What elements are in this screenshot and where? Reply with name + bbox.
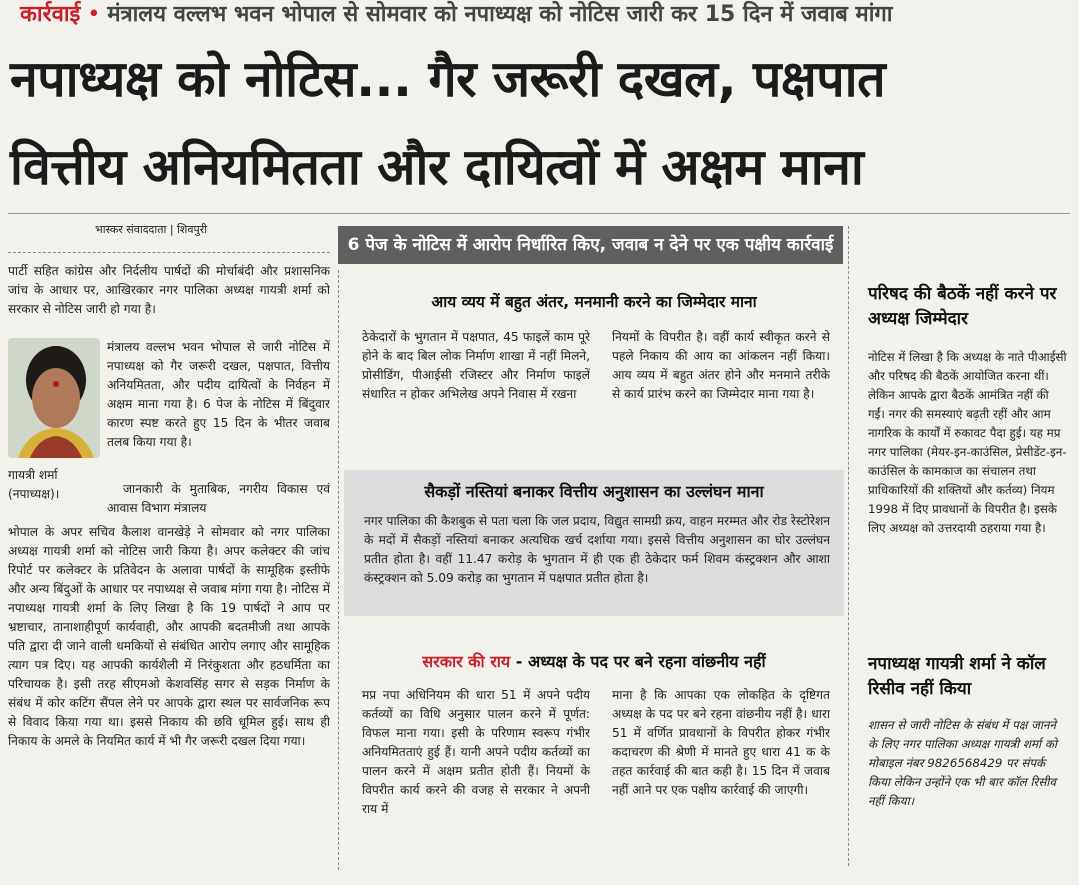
intro-paragraph: पार्टी सहित कांग्रेस और निर्दलीय पार्षदों की मोर्चाबंदी और प्रशासनिक जांच के आधार पर, आखिरकार नगर पालिका अध्यक्ष गायत्री शर्मा को सरकार से नोटिस जारी हो गया है। bbox=[8, 264, 330, 316]
side-body-1: नोटिस में लिखा है कि अध्यक्ष के नाते पीआईसी और परिषद की बैठकें आयोजित करना थीं। लेकिन आपके द्वारा बैठकें आमंत्रित नहीं की गईं। नगर की समस्याएं बढ़ती रहीं और आम नागरिक के कार्यों में रुकावट पैदा हुई। यह मप्र नगर पालिका (मेयर-इन-काउंसिल, प्रेसीडेंट-इन-काउंसिल के कामकाज का संचालन तथा प्राधिकारियों की शक्तियों और कर्तव्य) नियम 1998 में दिए प्रावधानों के विपरीत है। इसके लिए अध्यक्ष को उत्तरदायी ठहराया गया है। bbox=[868, 350, 1067, 535]
caption-name: गायत्री शर्मा bbox=[8, 468, 58, 482]
section2-heading: सैकड़ों नस्तियां बनाकर वित्तीय अनुशासन का उल्लंघन माना bbox=[424, 482, 764, 501]
section3-heading bbox=[344, 650, 844, 672]
byline: भास्कर संवाददाता | शिवपुरी bbox=[95, 223, 208, 236]
side-heading-1: परिषद की बैठकें नहीं करने पर अध्यक्ष जिम्मेदार bbox=[868, 284, 1057, 329]
section1-col1: ठेकेदारों के भुगतान में पक्षपात, 45 फाइलें काम पूरे होने के बाद बिल लोक निर्माण शाखा में नहीं मिलने, प्रोसीडिंग, पीआईसी रजिस्टर और निर्माण फाइलें संधारित न होकर अभिलेख अपने निवास में रखना bbox=[362, 330, 590, 401]
caption-role: (नपाध्यक्ष)। bbox=[8, 487, 60, 501]
beside-caption-paragraph: जानकारी के मुताबिक, नगरीय विकास एवं आवास विभाग मंत्रालय bbox=[107, 482, 330, 515]
kicker-text: मंत्रालय वल्लभ भवन भोपाल से सोमवार को नपाध्यक्ष को नोटिस जारी कर 15 दिन में जवाब मांगा bbox=[107, 2, 893, 27]
side-body-2: शासन से जारी नोटिस के संबंध में पक्ष जानने के लिए नगर पालिका अध्यक्ष गायत्री शर्मा को मोबाइल नंबर 9826568429 पर संपर्क किया लेकिन उन्होंने एक भी बार कॉल रिसीव नहीं किया। bbox=[868, 718, 1057, 808]
section-banner: 6 पेज के नोटिस में आरोप निर्धारित किए, जवाब न देने पर एक पक्षीय कार्रवाई bbox=[338, 226, 843, 264]
section3-col2: माना है कि आपका एक लोकहित के दृष्टिगत अध्यक्ष के पद पर बने रहना वांछनीय नहीं है। धारा 51 में वर्णित प्रावधानों के विपरीत होकर गंभीर कदाचरण की श्रेणी में मानते हुए धारा 41 क के तहत कार्रवाई की बात कही है। 15 दिन में जवाब नहीं आने पर एक पक्षीय कार्रवाई की जाएगी। bbox=[612, 688, 830, 797]
section1-heading: आय व्यय में बहुत अंतर, मनमानी करने का जिम्मेदार माना bbox=[431, 293, 757, 311]
byline-rule bbox=[8, 252, 330, 253]
section1-col2: नियमों के विपरीत है। वहीं कार्य स्वीकृत करने से पहले निकाय की आय का आंकलन नहीं किया। आय व्यय में बहुत अंतर होने और मनमाने तरीके से कार्य प्रारंभ करने का जिम्मेदार माना गया है। bbox=[612, 330, 830, 401]
side-heading-2: नपाध्यक्ष गायत्री शर्मा ने कॉल रिसीव नहीं किया bbox=[868, 654, 1046, 699]
top-rule bbox=[8, 213, 1070, 214]
kicker-category: कार्रवाई bbox=[20, 2, 81, 27]
middle-left-divider bbox=[338, 270, 339, 870]
beside-photo-paragraph: मंत्रालय वल्लभ भवन भोपाल से जारी नोटिस में नपाध्यक्ष को गैर जरूरी दखल, पक्षपात, वित्तीय अनियमितता, और पदीय दायित्वों के निर्वहन में अक्षम माना गया है। 6 पेज के नोटिस में बिंदुवार कारण स्पष्ट करते हुए 15 दिन के भीतर जवाब तलब किया गया है। bbox=[107, 340, 330, 449]
kicker-bullet: • bbox=[87, 2, 101, 27]
main-body-paragraph: भोपाल के अपर सचिव कैलाश वानखेड़े ने सोमवार को नगर पालिका अध्यक्ष गायत्री शर्मा को नोटिस जारी किया है। अपर कलेक्टर की जांच रिपोर्ट पर कलेक्टर के प्रतिवेदन के अलावा पार्षदों के सामूहिक इस्तीफे और अन्य बिंदुओं के आधार पर नपाध्यक्ष से जवाब मांगा गया है। नोटिस में नपाध्यक्ष गायत्री शर्मा के लिए लिखा है कि 19 पार्षदों ने आप पर भ्रष्टाचार, तानाशाहीपूर्ण कार्यवाही, और आपकी बदतमीजी तथा आपके पति द्वारा दी जाने वाली धमकियों से संबंधित आरोप लगाए और सामूहिक त्याग पत्र दिए। यह आपकी कार्यशैली में निरंकुशता और हठधर्मिता का परिचायक है। इसी तरह सीएमओ केशवसिंह सगर से सड़क निर्माण के संबंध में कोर कटिंग सैंपल लेने पर आपके द्वारा स्थल पर सार्वजनिक रूप से विवाद किया गया था। इससे निकाय की छवि धूमिल हुई। साथ ही निकाय के अमले के नियमित कार्य में भी गैर जरूरी दखल दिया गया। bbox=[8, 525, 330, 748]
middle-right-divider bbox=[848, 226, 849, 866]
kicker-line bbox=[0, 0, 1079, 34]
portrait-photo bbox=[8, 338, 100, 458]
section3-heading-red: सरकार की राय bbox=[422, 652, 511, 671]
photo-caption bbox=[8, 466, 100, 504]
headline-line-2: वित्तीय अनियमितता और दायित्वों में अक्षम माना bbox=[10, 138, 864, 196]
headline-line-1: नपाध्यक्ष को नोटिस... गैर जरूरी दखल, पक्षपात bbox=[10, 50, 886, 108]
section3-heading-rest: - अध्यक्ष के पद पर बने रहना वांछनीय नहीं bbox=[510, 652, 766, 671]
section2-body: नगर पालिका की कैशबुक से पता चला कि जल प्रदाय, विद्युत सामग्री क्रय, वाहन मरम्मत और रोड रेस्टोरेशन के मदों में सैकड़ों नस्तियां बनाकर अत्यधिक खर्च दर्शाया गया। इससे वित्तीय अनुशासन का घोर उल्लंघन प्रतीत होता है। वहीं 11.47 करोड़ के भुगतान में ही एक ही ठेकेदार फर्म शिवम कंस्ट्रक्शन और आशा कंस्ट्रक्शन को 5.09 करोड़ का भुगतान में पक्षपात प्रतीत होता है। bbox=[364, 514, 830, 585]
section3-col1: मप्र नपा अधिनियम की धारा 51 में अपने पदीय कर्तव्यों का विधि अनुसार पालन करने में पूर्णत: विफल माना गया। इसी के परिणाम स्वरूप गंभीर अनियमितताएं हुई हैं। यानी अपने पदीय कर्तव्यों का पालन करने में अक्षम प्रतीत होती हैं। नियमों के विपरीत कार्य करने की वजह से सरकार ने अपनी राय में bbox=[362, 688, 590, 816]
